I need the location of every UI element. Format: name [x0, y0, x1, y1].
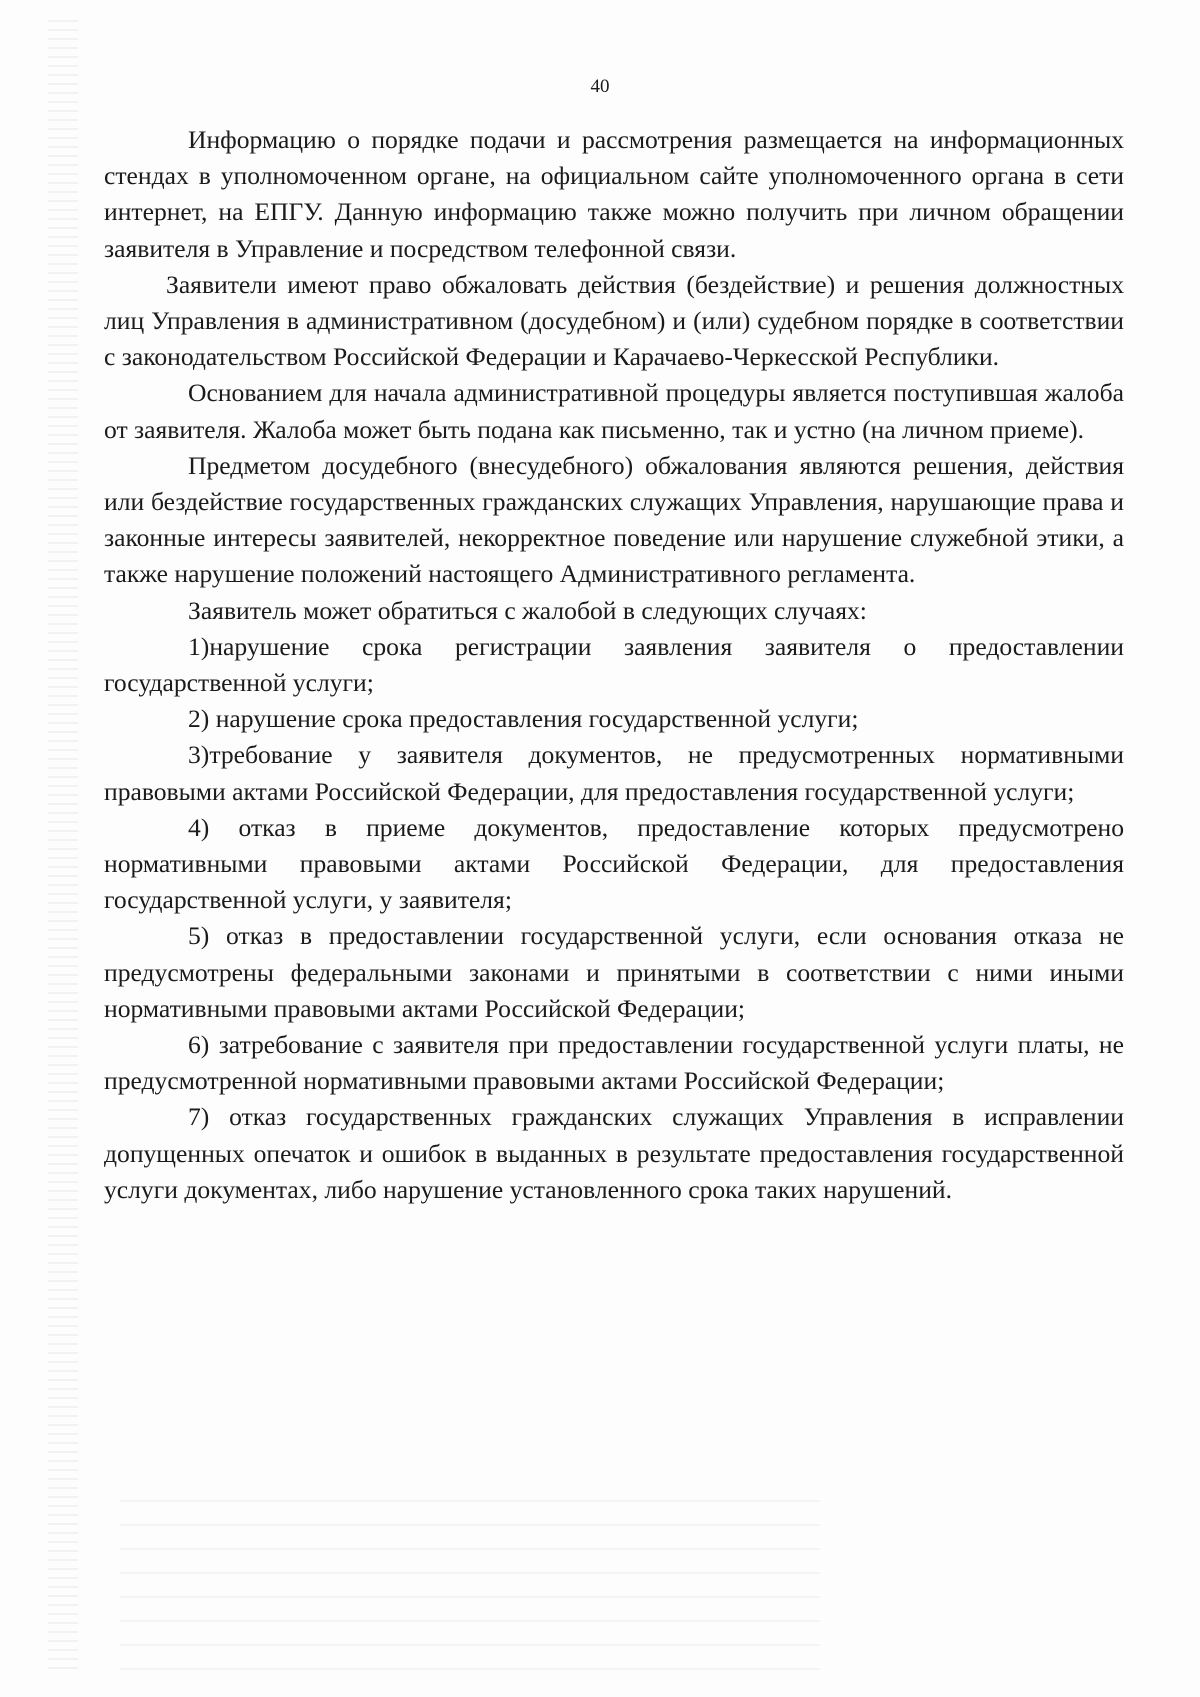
list-item-6: 6) затребование с заявителя при предоставлении государственной услуги платы, не предусмотренной нормативными правовыми актами Российской Федерации; [104, 1030, 1124, 1096]
list-item-1: 1)нарушение срока регистрации заявления заявителя о предоставлении государственной услуги; [104, 631, 1124, 698]
paragraph-subject: Предметом досудебного (внесудебного) обжалования являются решения, действия или бездействие государственных гражданских служащих Управления, нарушающие права и законные интересы заявителей, некорректное поведение или нарушение служебной этики, а также нарушение положений настоящего Административного регламента. [104, 450, 1124, 589]
list-item-4: 4) отказ в приеме документов, предоставление которых предусмотрено нормативными правовыми актами Российской Федерации, для предоставления государственной услуги, у заявителя; [104, 812, 1124, 915]
scan-noise-left [48, 20, 78, 1670]
paragraph-cases-intro: Заявитель может обратиться с жалобой в следующих случаях: [188, 595, 867, 625]
page-number: 40 [590, 76, 610, 97]
paragraph-information: Информацию о порядке подачи и рассмотрения размещается на информационных стендах в уполномоченном органе, на официальном сайте уполномоченного органа в сети интернет, на ЕПГУ. Данную информацию также можно получить при личном обращении заявителя в Управление и посредством телефонной связи. [104, 125, 1124, 263]
list-item-7: 7) отказ государственных гражданских служащих Управления в исправлении допущенных опечаток и ошибок в выданных в результате предоставления государственной услуги документах, либо нарушение установленного срока таких нарушений. [104, 1102, 1124, 1204]
list-item-3: 3)требование у заявителя документов, не предусмотренных нормативными правовыми актами Российской Федерации, для предоставления государственной услуги; [104, 740, 1124, 806]
list-item-2: 2) нарушение срока предоставления государственной услуги; [188, 704, 859, 734]
scan-noise-bottom [120, 1500, 820, 1670]
paragraph-appeal-right: Заявители имеют право обжаловать действия (бездействие) и решения должностных лиц Управления в административном (досудебном) и (или) судебном порядке в соответствии с законодательством Российской Федерации и Карачаево-Черкесской Республики. [104, 269, 1124, 372]
paragraph-basis: Основанием для начала административной процедуры является поступившая жалоба от заявителя. Жалоба может быть подана как письменно, так и устно (на личном приеме). [104, 378, 1124, 444]
document-body [104, 122, 1124, 1208]
list-item-5: 5) отказ в предоставлении государственной услуги, если основания отказа не предусмотрены федеральными законами и принятыми в соответствии с ними иными нормативными правовыми актами Российской Федерации; [104, 921, 1124, 1023]
